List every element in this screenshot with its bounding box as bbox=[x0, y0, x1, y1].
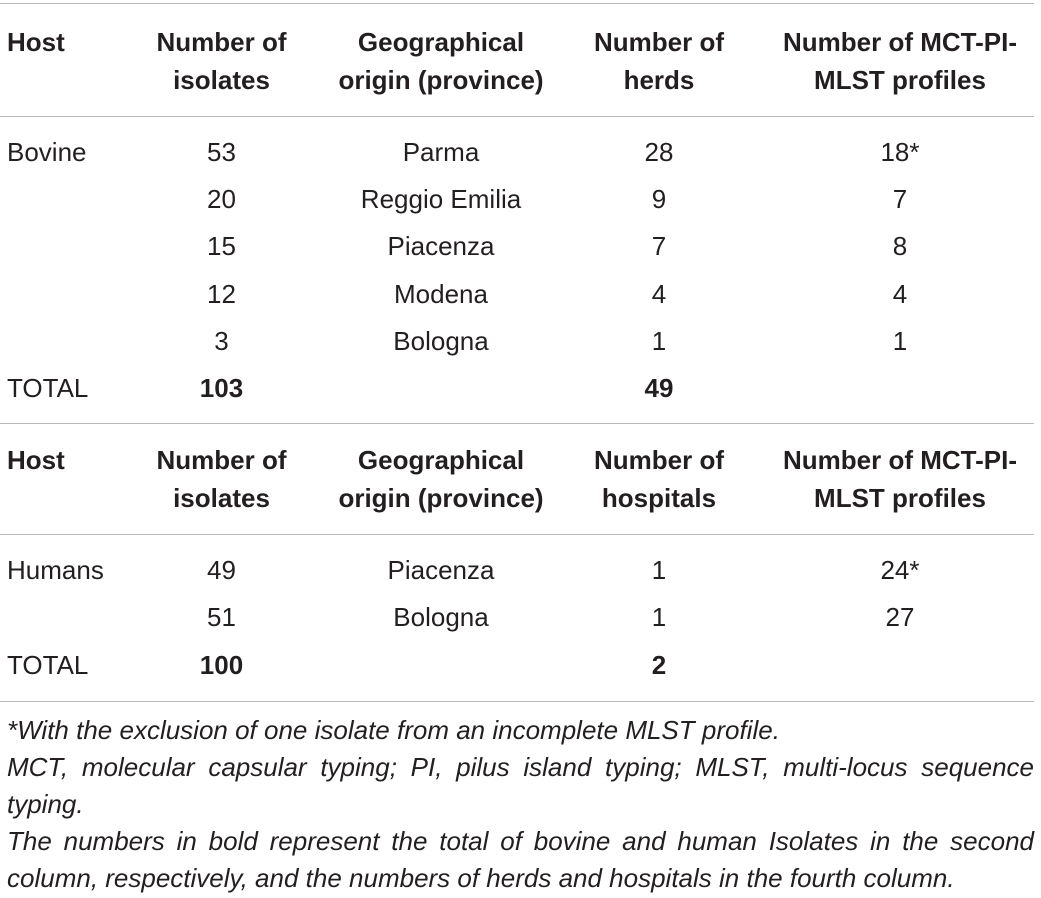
table-row bbox=[0, 274, 1034, 314]
cell-profiles: 18* bbox=[880, 137, 920, 167]
cell-origin: Piacenza bbox=[387, 555, 495, 585]
header-origin: Geographical origin (province) bbox=[338, 445, 544, 513]
footnote-bold-explanation: The numbers in bold represent the total of bovine and human Isolates in the second column, respectively, and the numbers of herds and hospitals in the fourth column. bbox=[7, 826, 1034, 893]
cell-isolates: 51 bbox=[207, 602, 236, 632]
table-row bbox=[0, 179, 1034, 219]
total-label: TOTAL bbox=[7, 650, 89, 680]
header-profiles: Number of MCT-PI-MLST profiles bbox=[783, 445, 1017, 513]
total-herds: 49 bbox=[644, 373, 674, 403]
header-host: Host bbox=[7, 27, 65, 57]
header-isolates: Number of isolates bbox=[156, 445, 287, 513]
total-isolates: 103 bbox=[199, 373, 244, 403]
cell-isolates: 49 bbox=[207, 555, 236, 585]
table-row bbox=[0, 132, 1034, 172]
cell-origin: Bologna bbox=[393, 326, 489, 356]
footnote-abbreviations: MCT, molecular capsular typing; PI, pilus island typing; MLST, multi-locus sequence typing. bbox=[7, 752, 1034, 819]
table-bottom-rule bbox=[0, 701, 1034, 702]
cell-profiles: 8 bbox=[892, 231, 908, 261]
cell-herds: 9 bbox=[651, 184, 667, 214]
cell-origin: Parma bbox=[402, 137, 480, 167]
total-label: TOTAL bbox=[7, 373, 89, 403]
cell-profiles: 24* bbox=[880, 555, 920, 585]
cell-herds: 4 bbox=[651, 279, 667, 309]
cell-profiles: 1 bbox=[892, 326, 908, 356]
cell-origin: Bologna bbox=[393, 602, 489, 632]
bovine-total-row bbox=[0, 368, 1034, 408]
table-row bbox=[0, 321, 1034, 361]
cell-isolates: 20 bbox=[207, 184, 236, 214]
cell-origin: Reggio Emilia bbox=[360, 184, 522, 214]
header-origin: Geographical origin (province) bbox=[338, 27, 544, 95]
total-hospitals: 2 bbox=[651, 650, 667, 680]
header-isolates: Number of isolates bbox=[156, 27, 287, 95]
cell-hospitals: 1 bbox=[651, 602, 667, 632]
cell-isolates: 12 bbox=[207, 279, 236, 309]
cell-host: Humans bbox=[7, 555, 104, 585]
section-divider-rule bbox=[0, 423, 1034, 424]
cell-isolates: 53 bbox=[207, 137, 236, 167]
header-host: Host bbox=[7, 445, 65, 475]
cell-isolates: 3 bbox=[214, 326, 229, 356]
total-isolates: 100 bbox=[199, 650, 244, 680]
table-row bbox=[0, 226, 1034, 266]
human-total-row bbox=[0, 645, 1034, 685]
cell-origin: Piacenza bbox=[387, 231, 495, 261]
cell-hospitals: 1 bbox=[651, 555, 667, 585]
table-top-rule bbox=[0, 3, 1034, 4]
table-footnotes bbox=[7, 712, 1034, 897]
header-herds: Number of herds bbox=[594, 27, 724, 95]
cell-herds: 7 bbox=[651, 231, 667, 261]
cell-profiles: 4 bbox=[892, 279, 908, 309]
cell-isolates: 15 bbox=[207, 231, 236, 261]
cell-profiles: 7 bbox=[892, 184, 908, 214]
cell-herds: 28 bbox=[644, 137, 674, 167]
cell-profiles: 27 bbox=[885, 602, 915, 632]
footnote-asterisk: *With the exclusion of one isolate from an incomplete MLST profile. bbox=[7, 715, 780, 745]
cell-origin: Modena bbox=[394, 279, 488, 309]
bovine-header-rule bbox=[0, 116, 1034, 117]
table-row bbox=[0, 550, 1034, 590]
header-hospitals: Number of hospitals bbox=[594, 445, 724, 513]
table-row bbox=[0, 597, 1034, 637]
cell-host: Bovine bbox=[7, 137, 87, 167]
header-profiles: Number of MCT-PI-MLST profiles bbox=[783, 27, 1017, 95]
cell-herds: 1 bbox=[651, 326, 667, 356]
human-header-rule bbox=[0, 534, 1034, 535]
